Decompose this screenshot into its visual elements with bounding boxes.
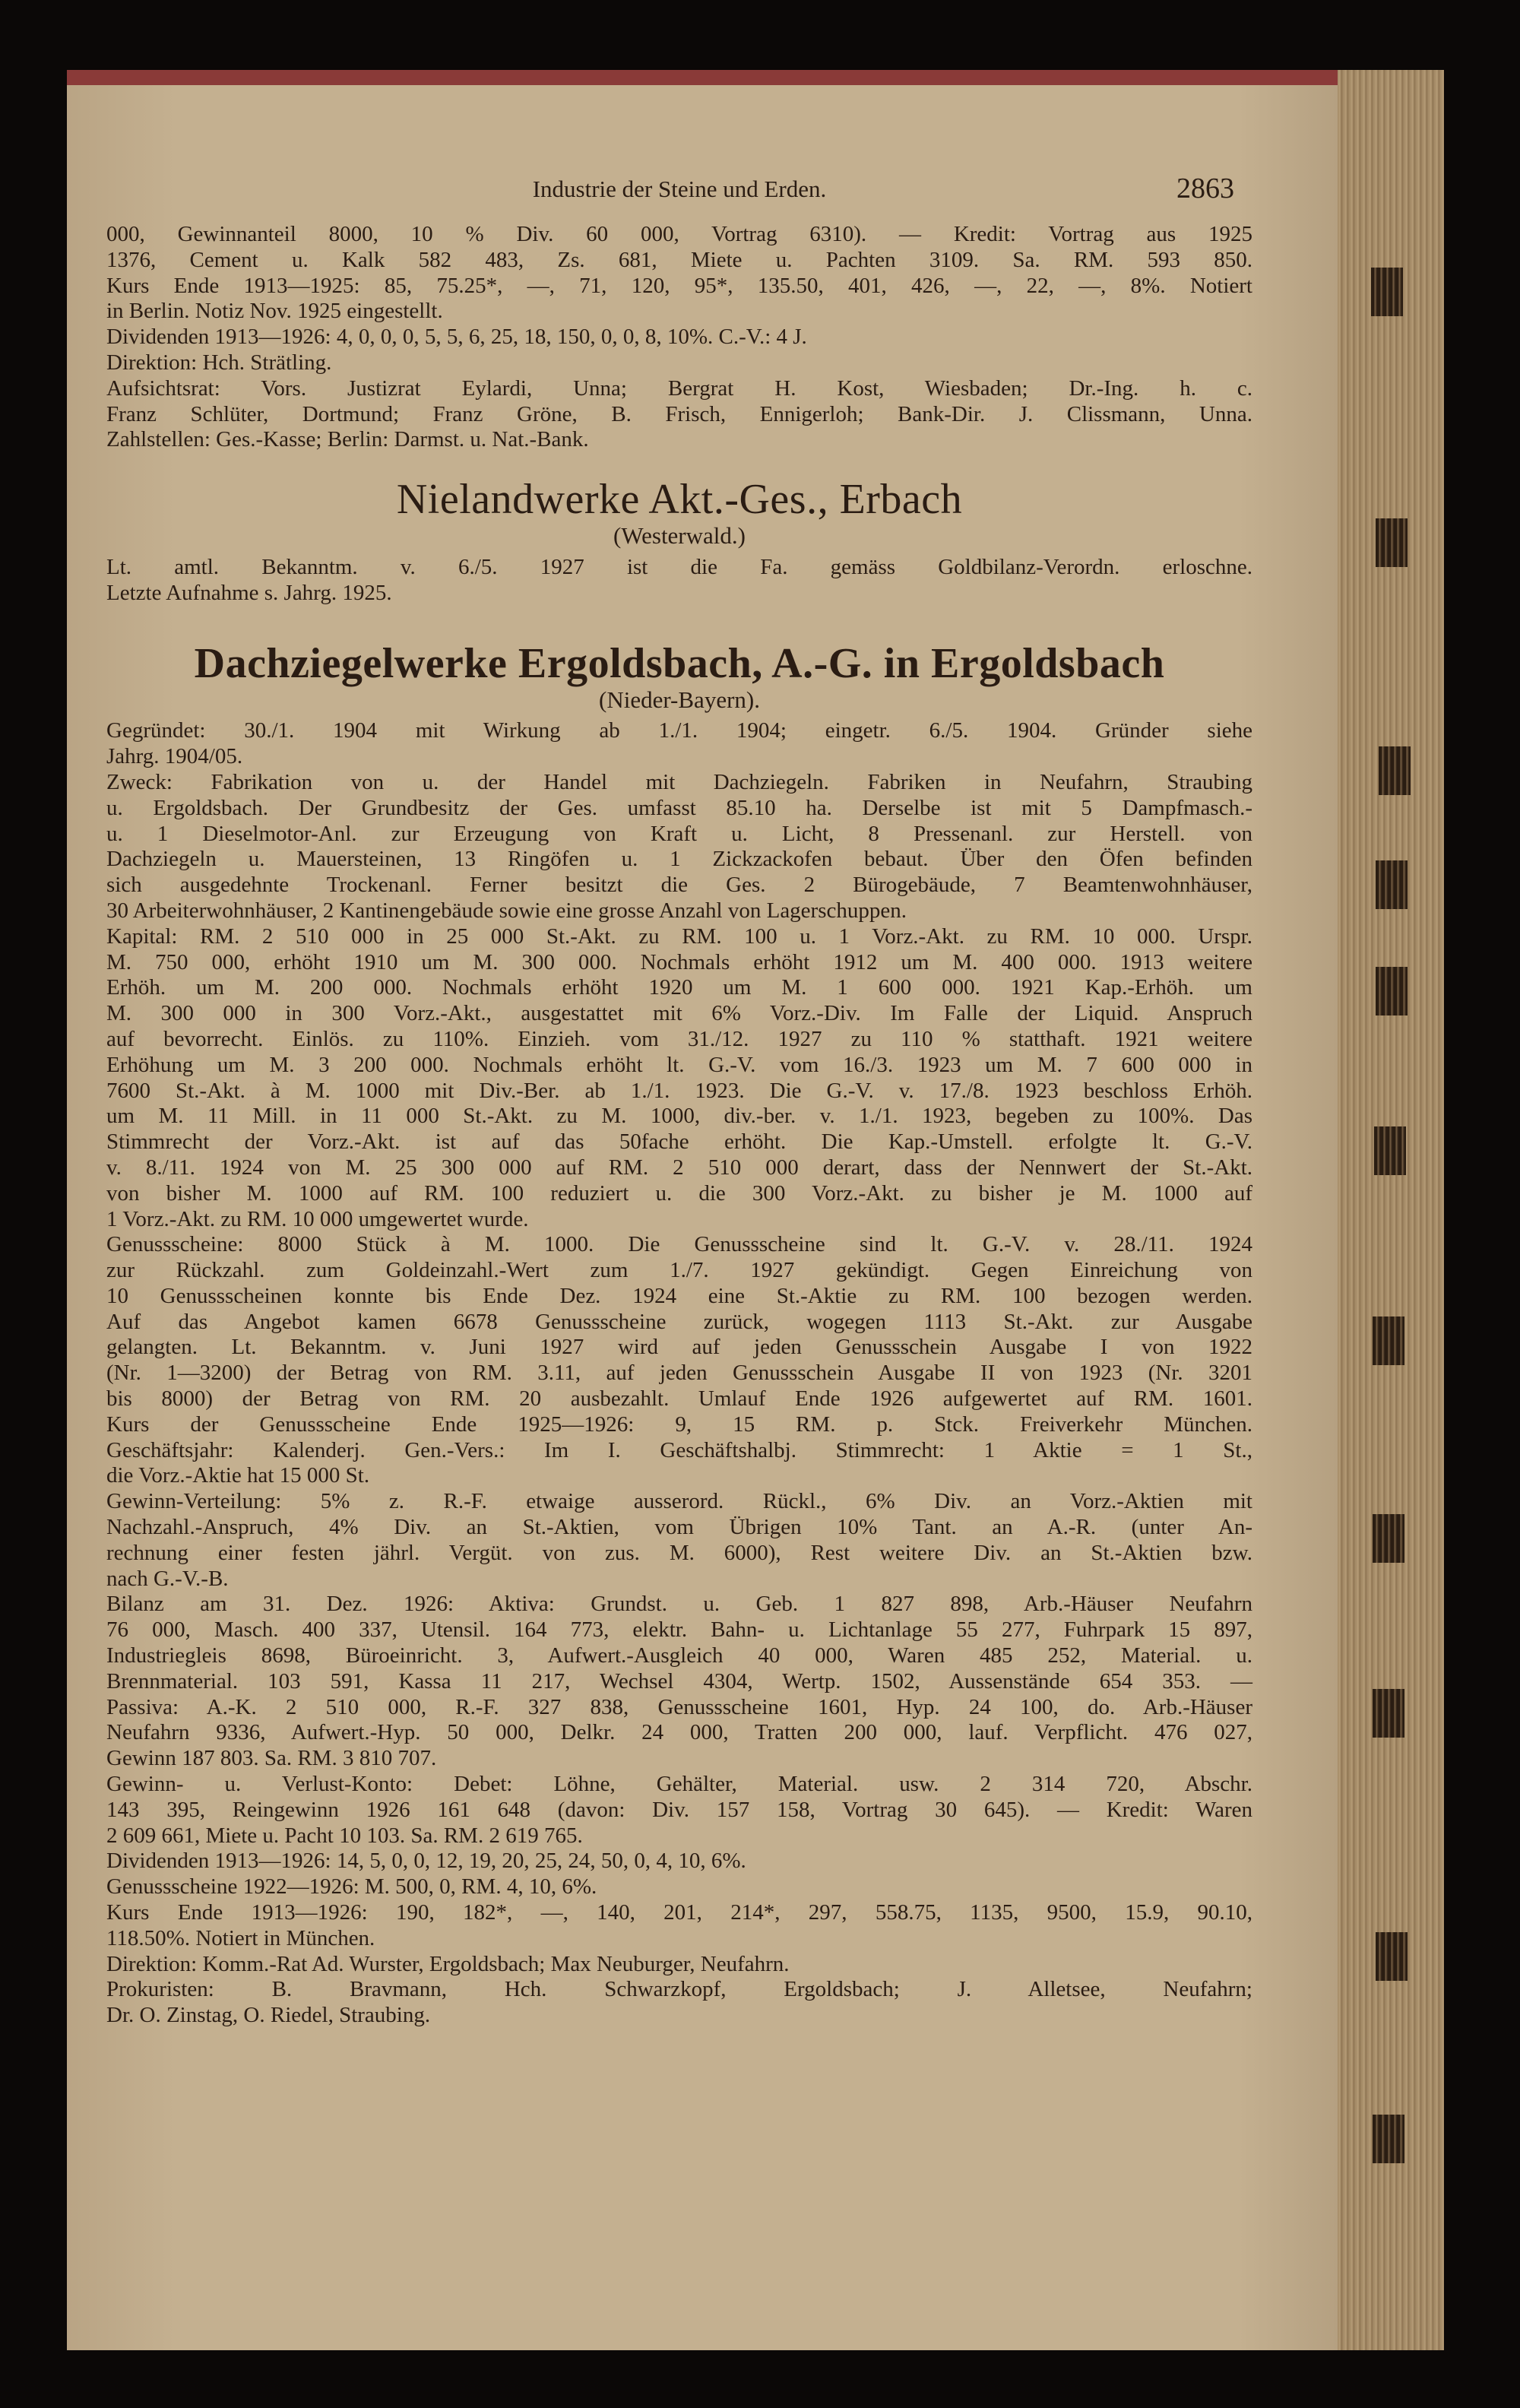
thumb-index-mark (1371, 268, 1403, 316)
page-number: 2863 (1176, 173, 1234, 204)
text-line: Bilanz am 31. Dez. 1926: Aktiva: Grundst. u. Geb. 1 827 898, Arb.-Häuser Neufahrn (106, 1592, 1252, 1617)
text-line: Gegründet: 30./1. 1904 mit Wirkung ab 1./1. 1904; eingetr. 6./5. 1904. Gründer siehe (106, 718, 1252, 743)
text-line: von bisher M. 1000 auf RM. 100 reduziert u. die 300 Vorz.-Akt. zu bisher je M. 1000 auf (106, 1180, 1252, 1206)
text-line: Gewinn 187 803. Sa. RM. 3 810 707. (106, 1746, 437, 1771)
text-line: in Berlin. Notiz Nov. 1925 eingestellt. (106, 299, 443, 324)
text-line: um M. 11 Mill. in 11 000 St.-Akt. zu M. 1000, div.-ber. v. 1./1. 1923, begeben zu 100%. Das (106, 1104, 1252, 1129)
entry-subtitle: (Westerwald.) (613, 522, 746, 550)
text-line: Direktion: Komm.-Rat Ad. Wurster, Ergoldsbach; Max Neuburger, Neufahrn. (106, 1951, 790, 1976)
text-line: bis 8000) der Betrag von RM. 20 ausbezahlt. Umlauf Ende 1926 aufgewertet auf RM. 1601. (106, 1386, 1252, 1412)
thumb-index-mark (1376, 967, 1408, 1015)
text-line: Zweck: Fabrikation von u. der Handel mit Dachziegeln. Fabriken in Neufahrn, Straubing (106, 769, 1252, 794)
thumb-index-mark (1373, 1514, 1404, 1563)
thumb-index-mark (1376, 1932, 1408, 1981)
thumb-index-mark (1376, 518, 1408, 567)
entry-title: Nielandwerke Akt.-Ges., Erbach (396, 476, 963, 524)
thumb-index-mark (1379, 746, 1411, 795)
text-line: 30 Arbeiterwohnhäuser, 2 Kantinengebäude sowie eine grosse Anzahl von Lagerschuppen. (106, 898, 907, 923)
text-line: Gewinn-Verteilung: 5% z. R.-F. etwaige ausserord. Rückl., 6% Div. an Vorz.-Aktien mit (106, 1489, 1252, 1514)
page-header (106, 173, 1252, 222)
thumb-index-mark (1373, 1316, 1404, 1365)
text-line: M. 300 000 in 300 Vorz.-Akt., ausgestattet mit 6% Vorz.-Div. Im Falle der Liquid. Anspruch (106, 1001, 1252, 1026)
text-line: 2 609 661, Miete u. Pacht 10 103. Sa. RM. 2 619 765. (106, 1823, 583, 1848)
text-line: Kapital: RM. 2 510 000 in 25 000 St.-Akt. zu RM. 100 u. 1 Vorz.-Akt. zu RM. 10 000. Urspr. (106, 924, 1252, 949)
text-line: Industriegleis 8698, Büroeinricht. 3, Aufwert.-Ausgleich 40 000, Waren 485 252, Material. u. (106, 1643, 1252, 1668)
text-line: 000, Gewinnanteil 8000, 10 % Div. 60 000, Vortrag 6310). — Kredit: Vortrag aus 1925 (106, 222, 1252, 246)
entry-dachziegelwerke (106, 640, 1252, 2029)
text-line: u. Ergoldsbach. Der Grundbesitz der Ges. umfasst 85.10 ha. Derselbe ist mit 5 Dampfmasch.- (106, 795, 1252, 820)
text-line: nach G.-V.-B. (106, 1566, 229, 1591)
entry-title: Dachziegelwerke Ergoldsbach, A.-G. in Ergoldsbach (194, 639, 1165, 687)
text-line: Neufahrn 9336, Aufwert.-Hyp. 50 000, Delkr. 24 000, Tratten 200 000, lauf. Verpflicht. 476 027, (106, 1720, 1252, 1745)
text-line: Aufsichtsrat: Vors. Justizrat Eylardi, Unna; Bergrat H. Kost, Wiesbaden; Dr.-Ing. h. c. (106, 375, 1252, 401)
text-line: Erhöhung um M. 3 200 000. Nochmals erhöht lt. G.-V. vom 16./3. 1923 um M. 7 600 000 in (106, 1052, 1252, 1077)
text-line: Kurs Ende 1913—1925: 85, 75.25*, —, 71, 120, 95*, 135.50, 401, 426, —, 22, —, 8%. Notiert (106, 273, 1252, 298)
text-line: sich ausgedehnte Trockenanl. Ferner besitzt die Ges. 2 Bürogebäude, 7 Beamtenwohnhäuser, (106, 873, 1252, 898)
text-line: Gewinn- u. Verlust-Konto: Debet: Löhne, Gehälter, Material. usw. 2 314 720, Abschr. (106, 1772, 1252, 1797)
text-line: Kurs der Genussscheine Ende 1925—1926: 9, 15 RM. p. Stck. Freiverkehr München. (106, 1412, 1252, 1437)
thumb-index-mark (1373, 1689, 1404, 1738)
page-content (106, 173, 1252, 2029)
text-line: 1376, Cement u. Kalk 582 483, Zs. 681, Miete u. Pachten 3109. Sa. RM. 593 850. (106, 247, 1252, 272)
previous-entry-continuation (106, 222, 1252, 453)
thumb-index-mark (1374, 1126, 1406, 1175)
text-line: Geschäftsjahr: Kalenderj. Gen.-Vers.: Im I. Geschäftshalbj. Stimmrecht: 1 Aktie = 1 St., (106, 1437, 1252, 1462)
text-line: die Vorz.-Aktie hat 15 000 St. (106, 1463, 370, 1488)
text-line: Dr. O. Zinstag, O. Riedel, Straubing. (106, 2003, 431, 2028)
text-line: Erhöh. um M. 200 000. Nochmals erhöht 1920 um M. 1 600 000. 1921 Kap.-Erhöh. um (106, 975, 1252, 1000)
text-line: Genussscheine: 8000 Stück à M. 1000. Die Genussscheine sind lt. G.-V. v. 28./11. 1924 (106, 1232, 1252, 1257)
text-line: Stimmrecht der Vorz.-Akt. ist auf das 50fache erhöht. Die Kap.-Umstell. erfolgte lt. G.-V. (106, 1130, 1252, 1155)
text-line: v. 8./11. 1924 von M. 25 300 000 auf RM. 2 510 000 derart, dass der Nennwert der St.-Akt. (106, 1155, 1252, 1180)
text-line: 1 Vorz.-Akt. zu RM. 10 000 umgewertet wurde. (106, 1206, 529, 1231)
text-line: Dachziegeln u. Mauersteinen, 13 Ringöfen u. 1 Zickzackofen bebaut. Über den Öfen befinden (106, 847, 1252, 872)
text-line: 10 Genussscheinen konnte bis Ende Dez. 1924 eine St.-Aktie zu RM. 100 bezogen werden. (106, 1283, 1252, 1308)
text-line: 7600 St.-Akt. à M. 1000 mit Div.-Ber. ab 1./1. 1923. Die G.-V. v. 17./8. 1923 beschloss Erhöh. (106, 1078, 1252, 1103)
entry-nielandwerke (106, 476, 1252, 606)
text-line: Genussscheine 1922—1926: M. 500, 0, RM. 4, 10, 6%. (106, 1874, 597, 1899)
page-edge-stack (1338, 70, 1444, 2350)
text-line: Kurs Ende 1913—1926: 190, 182*, —, 140, 201, 214*, 297, 558.75, 1135, 9500, 15.9, 90.10, (106, 1900, 1252, 1925)
thumb-index-mark (1376, 860, 1408, 909)
text-line: rechnung einer festen jährl. Vergüt. von zus. M. 6000), Rest weitere Div. an St.-Aktien bzw. (106, 1540, 1252, 1565)
text-line: Nachzahl.-Anspruch, 4% Div. an St.-Aktien, vom Übrigen 10% Tant. an A.-R. (unter An- (106, 1515, 1252, 1540)
text-line: Lt. amtl. Bekanntm. v. 6./5. 1927 ist die Fa. gemäss Goldbilanz-Verordn. erloschne. (106, 554, 1252, 579)
text-line: 118.50%. Notiert in München. (106, 1925, 375, 1950)
text-line: Letzte Aufnahme s. Jahrg. 1925. (106, 580, 392, 605)
text-line: Jahrg. 1904/05. (106, 744, 243, 769)
text-line: Brennmaterial. 103 591, Kassa 11 217, Wechsel 4304, Wertp. 1502, Aussenstände 654 353. — (106, 1668, 1252, 1694)
text-line: Zahlstellen: Ges.-Kasse; Berlin: Darmst. u. Nat.-Bank. (106, 427, 589, 452)
text-line: (Nr. 1—3200) der Betrag von RM. 3.11, auf jeden Genussschein Ausgabe II von 1923 (Nr. 3201 (106, 1361, 1252, 1386)
entry-subtitle: (Nieder-Bayern). (599, 686, 760, 713)
text-line: auf bevorrecht. Einlös. zu 110%. Einzieh. vom 31./12. 1927 zu 110 % statthaft. 1921 weitere (106, 1026, 1252, 1051)
text-line: gelangten. Lt. Bekanntm. v. Juni 1927 wird auf jeden Genussschein Ausgabe I von 1922 (106, 1335, 1252, 1360)
book-page (67, 70, 1444, 2350)
text-line: zur Rückzahl. zum Goldeinzahl.-Wert zum 1./7. 1927 gekündigt. Gegen Einreichung von (106, 1258, 1252, 1283)
text-line: Auf das Angebot kamen 6678 Genussscheine zurück, wogegen 1113 St.-Akt. zur Ausgabe (106, 1309, 1252, 1334)
text-line: Franz Schlüter, Dortmund; Franz Gröne, B. Frisch, Ennigerloh; Bank-Dir. J. Clissmann, Unna. (106, 401, 1252, 426)
thumb-index-mark (1373, 2115, 1404, 2163)
text-line: u. 1 Dieselmotor-Anl. zur Erzeugung von Kraft u. Licht, 8 Pressenanl. zur Herstell. von (106, 821, 1252, 846)
text-line: M. 750 000, erhöht 1910 um M. 300 000. Nochmals erhöht 1912 um M. 400 000. 1913 weitere (106, 949, 1252, 974)
text-line: Passiva: A.-K. 2 510 000, R.-F. 327 838, Genussscheine 1601, Hyp. 24 100, do. Arb.-Häuser (106, 1694, 1252, 1719)
text-line: Dividenden 1913—1926: 14, 5, 0, 0, 12, 19, 20, 25, 24, 50, 0, 4, 10, 6%. (106, 1849, 746, 1874)
text-line: Prokuristen: B. Bravmann, Hch. Schwarzkopf, Ergoldsbach; J. Alletsee, Neufahrn; (106, 1977, 1252, 2002)
text-line: Dividenden 1913—1926: 4, 0, 0, 0, 5, 5, 6, 25, 18, 150, 0, 0, 8, 10%. C.-V.: 4 J. (106, 325, 807, 350)
page-top-edge (67, 70, 1444, 85)
text-line: 143 395, Reingewinn 1926 161 648 (davon: Div. 157 158, Vortrag 30 645). — Kredit: Waren (106, 1797, 1252, 1822)
text-line: 76 000, Masch. 400 337, Utensil. 164 773, elektr. Bahn- u. Lichtanlage 55 277, Fuhrpark 15 897, (106, 1617, 1252, 1643)
entry-body (106, 718, 1252, 2029)
running-title: Industrie der Steine und Erden. (532, 176, 827, 202)
text-line: Direktion: Hch. Strätling. (106, 350, 332, 375)
